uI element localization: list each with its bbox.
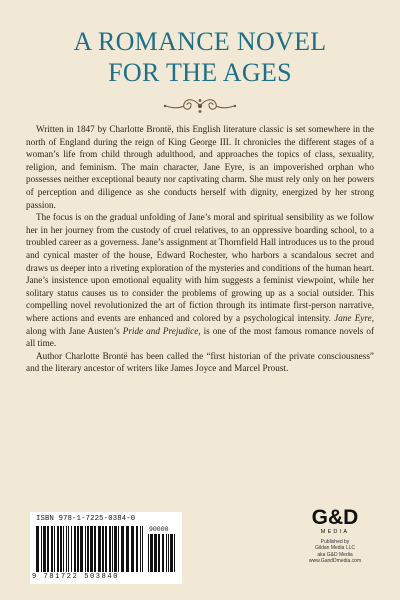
barcode-bar (166, 534, 167, 572)
barcode-bar (74, 526, 76, 572)
barcode-bar (68, 526, 69, 572)
floral-flourish-icon (160, 95, 240, 117)
cover-headline (0, 26, 400, 88)
blurb-paragraph-3: Author Charlotte Brontë has been called the “first historian of the private consciousness” and the literary ancestor of writers like James Joyce and Marcel Proust. (26, 350, 374, 374)
barcode-bar (158, 534, 160, 572)
addon-barcode-bars (148, 534, 178, 572)
barcode-bar (57, 526, 59, 572)
headline-line-2: FOR THE AGES (108, 58, 292, 87)
barcode-bar (85, 526, 86, 572)
barcode-bar (105, 526, 107, 572)
barcode-bar (168, 534, 169, 572)
barcode-bar (90, 526, 93, 572)
barcode-bar (36, 526, 39, 572)
barcode-bar (112, 526, 113, 572)
publisher-line-2: Gildan Media LLC (314, 545, 356, 552)
blurb-paragraph-2-end: , is one of the most famous romance novels of all time. (26, 325, 375, 349)
barcode-bar (170, 534, 173, 572)
blurb-paragraph-2-main: The focus is on the gradual unfolding of Jane’s moral and spiritual sensibility as we follow her in her journey from the custody of cruel relatives, to an oppressive boarding school, to a troubled career as a governess. Jane’s assignment at Thornfield Hall introduces us to the proud and cynical master of the house, Edward Rochester, who harbors a scandalous secret and draws us deeper into a riveting exploration of the mysteries and conditions of the human heart. Jane’s insistence upon emotional equality with him suggests a feminist viewpoint, while her solitary status causes us to consider the problems of growing up as a social outsider. This compelling novel revolutionized the art of fiction through its intimate first-person narrative, where actions and events are enhanced and colored by a psychological intensity. (26, 212, 375, 323)
barcode-bar (162, 534, 164, 572)
barcode-bar (80, 526, 83, 572)
barcode-bar (54, 526, 55, 572)
barcode-bar (174, 534, 175, 572)
barcode-bar (150, 534, 153, 572)
barcode-bar (148, 534, 149, 572)
publisher-line-3: aka G&D Media (317, 551, 353, 558)
barcode-bar (142, 526, 143, 572)
title-jane-eyre: Jane Eyre (334, 312, 372, 323)
headline-line-1: A ROMANCE NOVEL (73, 27, 327, 56)
barcode-bar (109, 526, 111, 572)
barcode-bar (47, 526, 49, 572)
barcode-bar (154, 534, 157, 572)
publisher-logo: G&D (311, 506, 359, 529)
isbn-text: ISBN 978-1-7225-0384-0 (36, 515, 136, 523)
barcode-bar (121, 526, 124, 572)
barcode-bar (114, 526, 117, 572)
ean-barcode-bars (36, 526, 144, 572)
barcode-bar (126, 526, 129, 572)
publisher-website: www.GandDmedia.com (308, 557, 362, 564)
barcode-bar (60, 526, 62, 572)
barcode-bar (43, 526, 46, 572)
barcode-bar (94, 526, 96, 572)
price-addon-number: 90000 (149, 526, 169, 533)
barcode-bar (98, 526, 101, 572)
blurb-paragraph-2-mid: , along with Jane Austen’s (26, 312, 374, 336)
barcode-bar (63, 526, 64, 572)
barcode-bar (87, 526, 89, 572)
ean-digits: 9 781722 503840 (32, 573, 120, 581)
blurb-paragraph-1: Written in 1847 by Charlotte Brontë, this English literature classic is set somewhere in the north of England during the reign of King George III. It chronicles the different stages of a woman’s life from child through adulthood, and approaches the topics of class, sexuality, religion, and feminism. The main character, Jane Eyre, is an impoverished orphan who possesses neither exceptional beauty nor captivating charm. She must rely only on her powers of perception and diligence as she conducts herself with dignity, energized by her strong passion. (26, 124, 374, 210)
blurb (26, 123, 374, 375)
barcode-bar (118, 526, 119, 572)
barcode-bar (131, 526, 134, 572)
barcode-bar (51, 526, 53, 572)
barcode-bar (136, 526, 138, 572)
barcode-bar (71, 526, 72, 572)
barcode-bar (41, 526, 42, 572)
barcode-bar (77, 526, 79, 572)
barcode-bar (140, 526, 141, 572)
publisher-line-1: Published by (320, 539, 350, 545)
barcode-bar (102, 526, 104, 572)
isbn-barcode (30, 512, 182, 584)
title-pride-and-prejudice: Pride and Prejudice (122, 325, 199, 336)
blurb-paragraph-2 (26, 211, 374, 350)
publisher-logo-sub: MEDIA (320, 529, 350, 535)
publisher-block (290, 508, 380, 564)
barcode-bar (66, 526, 67, 572)
